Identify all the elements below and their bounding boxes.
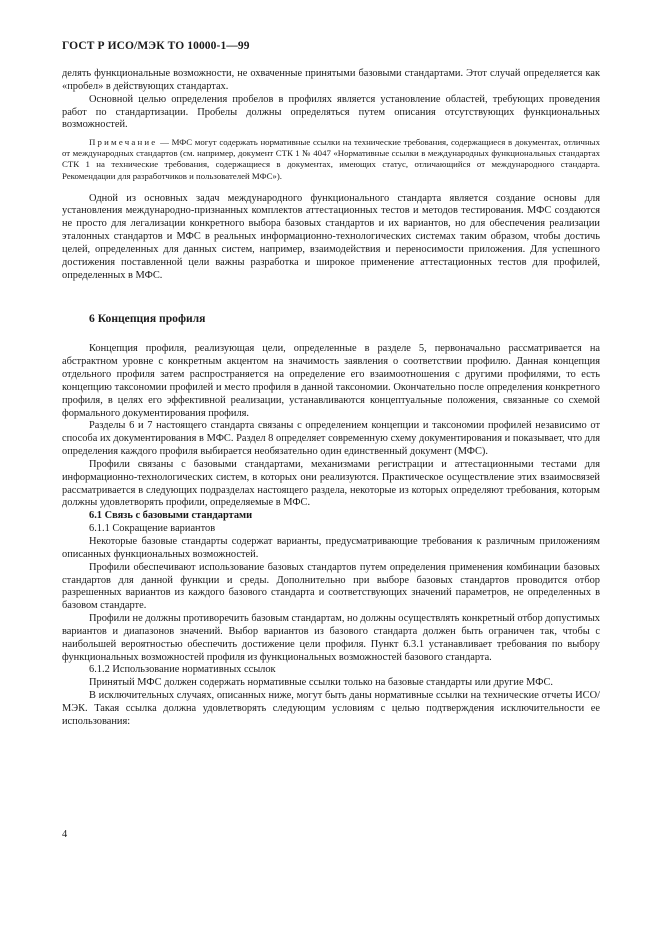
body-paragraph: Концепция профиля, реализующая цели, определенные в разделе 5, первоначально рассматривается на абстрактном уровне с конкретным акцентом на значимость заявления о соответствии профилю. Данная концепция отдельного профиля затем распространяется на определение его взаимоотношения с другими профилями, то есть концепцию таксономии профилей и место профиля в данной таксономии. Окончательно после определения конкретного профиля, в целях его эффективной реализации, устанавливаются концептуальные положения, связанные со схемой формального документирования профиля. (62, 343, 600, 419)
body-paragraph: Профили не должны противоречить базовым стандартам, но должны осуществлять конкретный отбор допустимых вариантов и диапазонов значений. Выбор вариантов из базового стандарта должен быть ограничен так, чтобы с наибольшей вероятностью обеспечить достижение цели профиля. Пункт 6.3.1 устанавливает требования по выбору функциональных возможностей профиля из функциональных возможностей базового стандарта. (62, 613, 600, 663)
subsection-heading: 6.1 Связь с базовыми стандартами (89, 510, 253, 522)
page-header-standard-code: ГОСТ Р ИСО/МЭК ТО 10000-1—99 (62, 40, 250, 52)
page-number: 4 (62, 829, 68, 840)
note-label: Примечание (89, 137, 158, 148)
note-paragraph (62, 137, 600, 181)
body-paragraph: Принятый МФС должен содержать нормативные ссылки только на базовые стандарты или другие МФС. (89, 677, 554, 689)
body-paragraph: Основной целью определения пробелов в профилях является установление областей, требующих проведения работ по стандартизации. Пробелы должны определяться путем описания отсутствующих функциональных возможностей. (62, 93, 600, 131)
clause-heading: 6.1.2 Использование нормативных ссылок (89, 664, 276, 676)
body-paragraph: Некоторые базовые стандарты содержат варианты, предусматривающие требования к различным приложениям описанных функциональных возможностей. (62, 536, 600, 560)
body-paragraph: делять функциональные возможности, не охваченные принятыми базовыми стандартами. Этот случай определяется как «пробел» в действующих стандартах. (62, 68, 600, 92)
body-paragraph: В исключительных случаях, описанных ниже, могут быть даны нормативные ссылки на технические отчеты ИСО/МЭК. Такая ссылка должна удовлетворять следующим условиям с целью подтверждения исключительности ее использования: (62, 690, 600, 727)
body-paragraph: Разделы 6 и 7 настоящего стандарта связаны с определением концепции и таксономии профилей независимо от способа их документирования в МФС. Раздел 8 определяет современную схему документирования и показывает, что для определения каждого профиля выбирается необязательно один единственный документ (МФС). (62, 420, 600, 458)
section-heading: 6 Концепция профиля (89, 311, 206, 325)
body-paragraph: Профили связаны с базовыми стандартами, механизмами регистрации и аттестационными тестами для информационно-технологических систем, в которых они реализуются. Практическое осуществление этих взаимосвязей рассматривается в следующих подразделах настоящего раздела, некоторые из которых определяют требования, которым должны удовлетворять профили, определяемые в МФС. (62, 458, 600, 509)
document-body (62, 68, 600, 729)
clause-heading: 6.1.1 Сокращение вариантов (89, 523, 216, 535)
body-paragraph: Одной из основных задач международного функционального стандарта является создание основы для установления международно-признанных комплектов аттестационных тестов и методов тестирования. МФС создаются не просто для легализации конкретного выбора базовых стандартов и их вариантов, но для обеспечения реализации эталонных стандартов и МФС в реальных информационно-технологических системах таким образом, чтобы достичь целей, определенных для данных систем, например, взаимодействия и переносимости приложения. Для успешного достижения поставленной цели важны разработка и широкое применение аттестационных тестов для профилей, определенных в МФС. (62, 192, 600, 281)
note-text: — МФС могут содержать нормативные ссылки на технические требования, содержащиеся в документах, отличных от международных стандартов (см. например, документ СТК 1 № 4047 «Нормативные ссылки в международных функциональных стандартах СТК 1 на технические требования, содержащиеся в документах, имеющих статус, отличающийся от международного стандарта. Рекомендации для разработчиков и пользователей МФС»). (62, 137, 600, 181)
body-paragraph: Профили обеспечивают использование базовых стандартов путем определения применения комбинации базовых стандартов для данной функции и среды. Дополнительно при выборе базовых стандартов проводится отбор разрешенных вариантов из каждого базового стандарта и соответствующих значений параметров, не определенных в базовом стандарте. (62, 561, 600, 612)
